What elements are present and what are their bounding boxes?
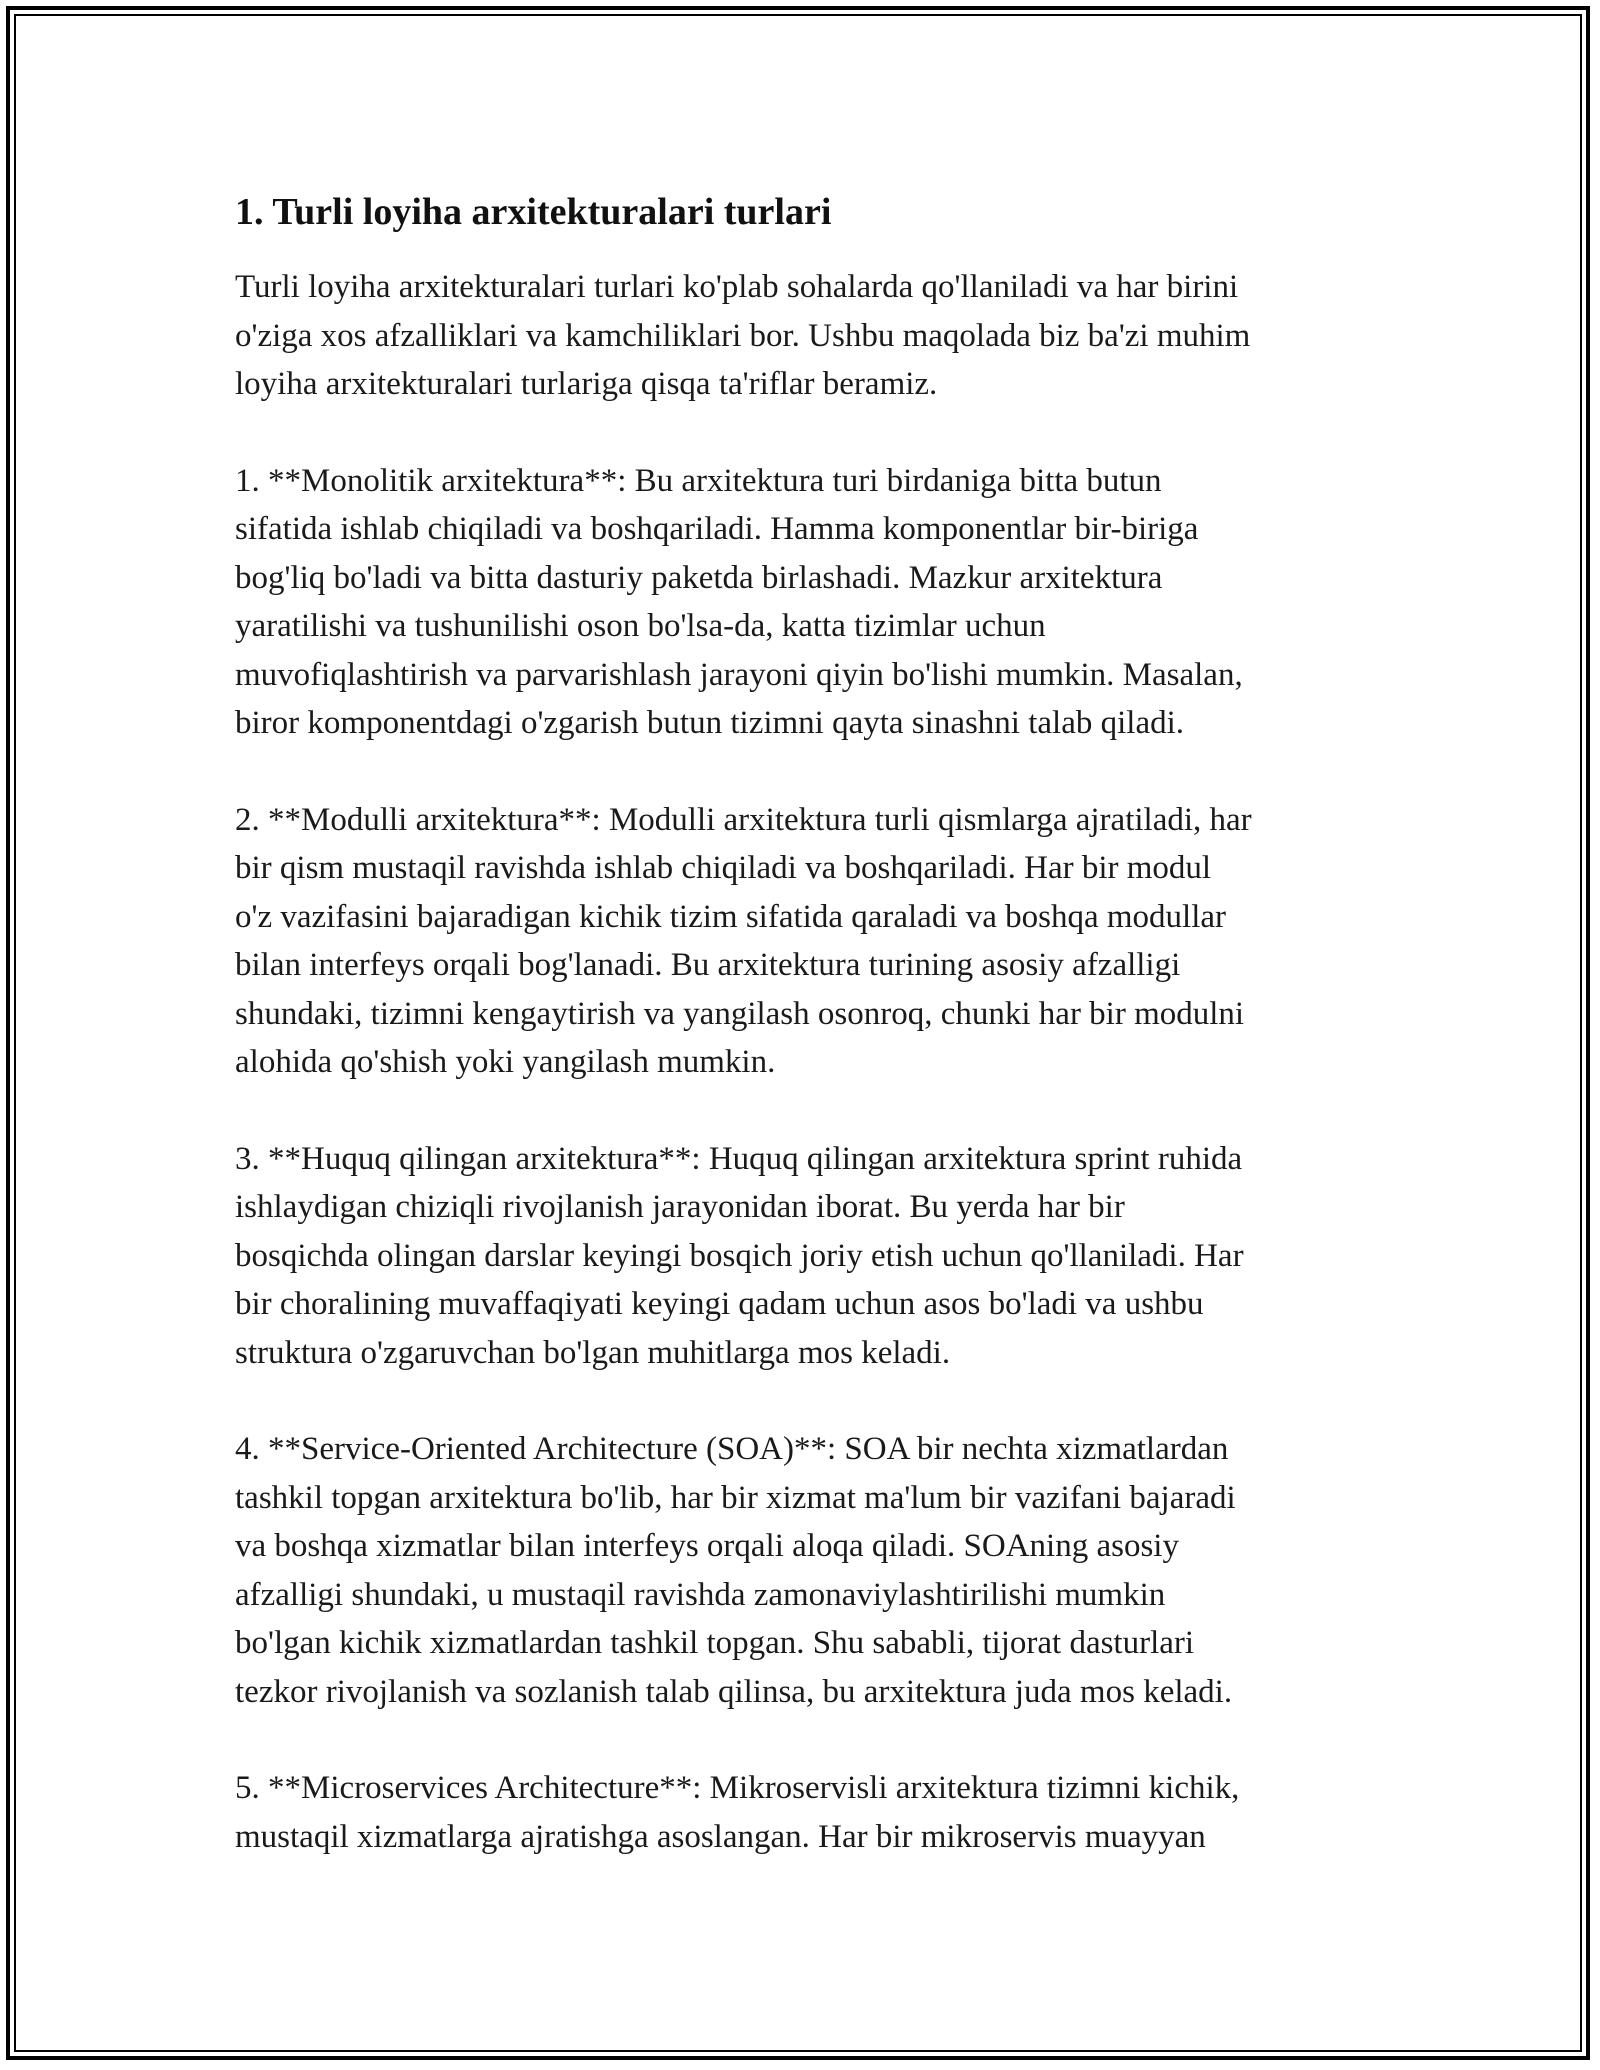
microservices-paragraph [235,1764,1375,1861]
text-line: shundaki, tizimni kengaytirish va yangilash osonroq, chunki har bir modulni [235,995,1245,1032]
section-heading: 1. Turli loyiha arxitekturalari turlari [235,191,832,233]
intro-paragraph [235,263,1375,409]
text-line: bosqichda olingan darslar keyingi bosqich joriy etish uchun qo'llaniladi. Har [235,1237,1244,1274]
text-line: tezkor rivojlanish va sozlanish talab qilinsa, bu arxitektura juda mos keladi. [235,1673,1233,1710]
text-line: tashkil topgan arxitektura bo'lib, har bir xizmat ma'lum bir vazifani bajaradi [235,1479,1236,1516]
text-line: Turli loyiha arxitekturalari turlari ko'plab sohalarda qo'llaniladi va har birini [235,269,1239,305]
text-line: va boshqa xizmatlar bilan interfeys orqali aloqa qiladi. SOAning asosiy [235,1528,1179,1564]
text-line: 1. **Monolitik arxitektura**: Bu arxitektura turi birdaniga bitta butun [235,462,1162,499]
text-line: alohida qo'shish yoki yangilash mumkin. [235,1044,776,1080]
monolithic-paragraph [235,457,1375,748]
text-line: bir qism mustaqil ravishda ishlab chiqiladi va boshqariladi. Har bir modul [235,850,1212,886]
text-line: sifatida ishlab chiqiladi va boshqariladi. Hamma komponentlar bir-biriga [235,511,1199,547]
text-line: bilan interfeys orqali bog'lanadi. Bu arxitektura turining asosiy afzalligi [235,947,1181,983]
text-line: 4. **Service-Oriented Architecture (SOA)**: SOA bir nechta xizmatlardan [235,1431,1229,1467]
text-line: loyiha arxitekturalari turlariga qisqa ta'riflar beramiz. [235,366,938,402]
text-line: afzalligi shundaki, u mustaqil ravishda zamonaviylashtirilishi mumkin [235,1576,1166,1613]
text-line: ishlaydigan chiziqli rivojlanish jarayonidan iborat. Bu yerda har bir [235,1189,1125,1225]
modular-paragraph [235,796,1375,1087]
text-line: mustaqil xizmatlarga ajratishga asoslangan. Har bir mikroservis muayyan [235,1818,1206,1855]
text-line: 2. **Modulli arxitektura**: Modulli arxitektura turli qismlarga ajratiladi, har [235,801,1252,838]
text-line: yaratilishi va tushunilishi oson bo'lsa-da, katta tizimlar uchun [235,608,1046,644]
document-body [235,188,1375,1861]
text-line: bo'lgan kichik xizmatlardan tashkil topgan. Shu sababli, tijorat dasturlari [235,1625,1195,1661]
text-line: biror komponentdagi o'zgarish butun tizimni qayta sinashni talab qiladi. [235,705,1185,741]
huquq-paragraph [235,1135,1375,1378]
text-line: bog'liq bo'ladi va bitta dasturiy paketda birlashadi. Mazkur arxitektura [235,559,1163,596]
text-line: o'z vazifasini bajaradigan kichik tizim sifatida qaraladi va boshqa modullar [235,898,1227,935]
soa-paragraph [235,1425,1375,1716]
text-line: o'ziga xos afzalliklari va kamchiliklari bor. Ushbu maqolada biz ba'zi muhim [235,317,1251,354]
text-line: 5. **Microservices Architecture**: Mikroservisli arxitektura tizimni kichik, [235,1770,1240,1806]
text-line: 3. **Huquq qilingan arxitektura**: Huquq qilingan arxitektura sprint ruhida [235,1140,1243,1177]
text-line: muvofiqlashtirish va parvarishlash jarayoni qiyin bo'lishi mumkin. Masalan, [235,656,1243,693]
text-line: bir choralining muvaffaqiyati keyingi qadam uchun asos bo'ladi va ushbu [235,1286,1204,1322]
text-line: struktura o'zgaruvchan bo'lgan muhitlarga mos keladi. [235,1334,951,1371]
